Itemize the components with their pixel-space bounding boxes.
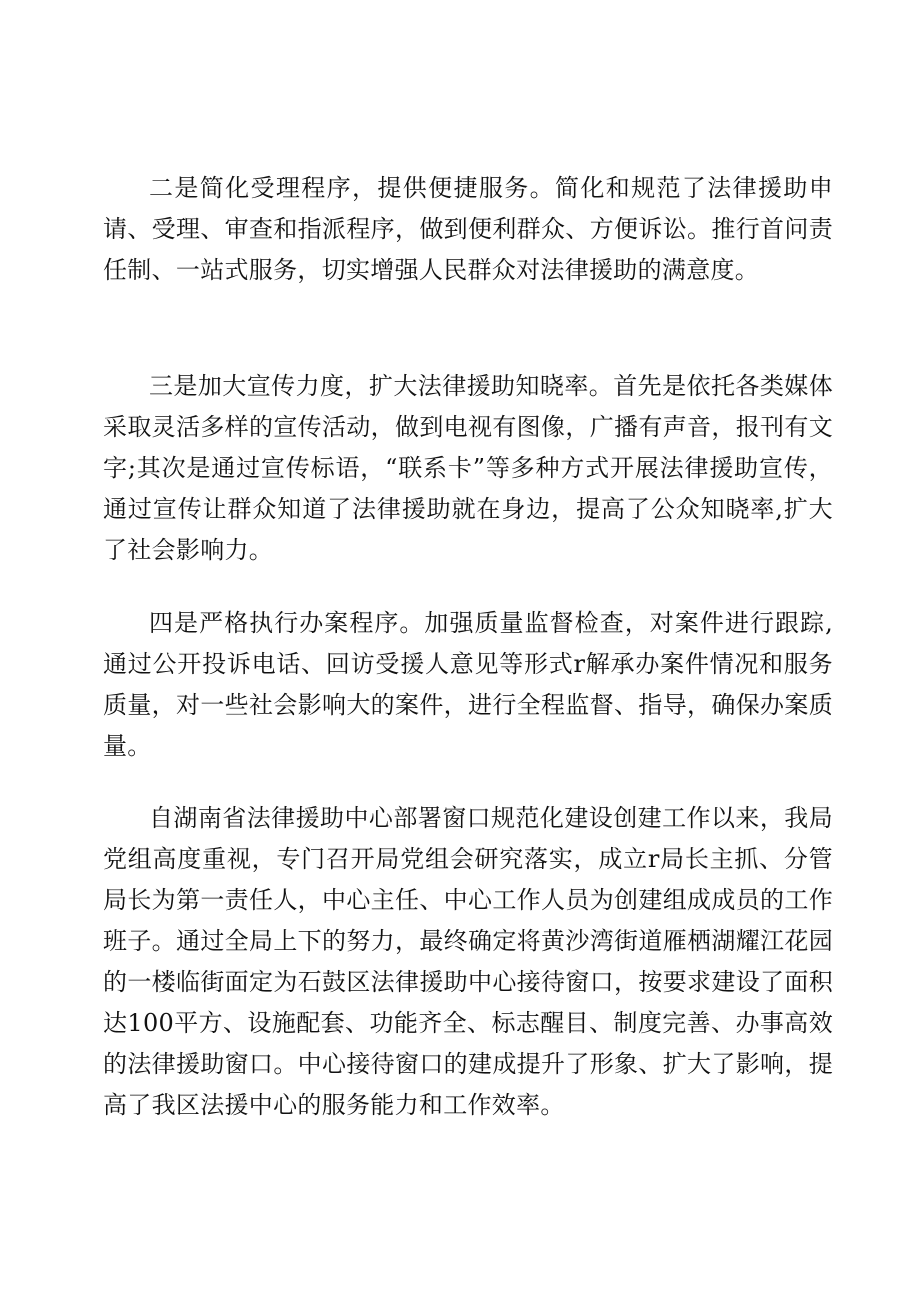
paragraph-case-procedures: 四是严格执行办案程序。加强质量监督检查，对案件进行跟踪,通过公开投诉电话、回访受援人意见等形式r解承办案件情况和服务质量，对一些社会影响大的案件，进行全程监督、指导，确保办案质量。 xyxy=(103,609,833,760)
paragraph-publicity: 三是加大宣传力度，扩大法律援助知晓率。首先是依托各类媒体采取灵活多样的宣传活动，做到电视有图像，广播有声音，报刊有文字;其次是通过宣传标语，“联系卡”等多种方式开展法律援助宣传，通过宣传让群众知道了法律援助就在身边，提高了公众知晓率,扩大了社会影响力。 xyxy=(103,372,833,564)
paragraph-simplify-procedures: 二是简化受理程序，提供便捷服务。简化和规范了法律援助申请、受理、审查和指派程序，做到便利群众、方便诉讼。推行首问责任制、一站式服务，切实增强人民群众对法律援助的满意度。 xyxy=(103,174,833,284)
paragraph-window-construction: 自湖南省法律援助中心部署窗口规范化建设创建工作以来，我局党组高度重视，专门召开局党组会研究落实，成立r局长主抓、分管局长为第一责任人，中心主任、中心工作人员为创建组成成员的工作班子。通过全局上下的努力，最终确定将黄沙湾街道雁栖湖耀江花园的一楼临街面定为石鼓区法律援助中心接待窗口，按要求建设了面积达100平方、设施配套、功能齐全、标志醒目、制度完善、办事高效的法律援助窗口。中心接待窗口的建成提升了形象、扩大了影响，提高了我区法援中心的服务能力和工作效率。 xyxy=(103,804,833,1119)
